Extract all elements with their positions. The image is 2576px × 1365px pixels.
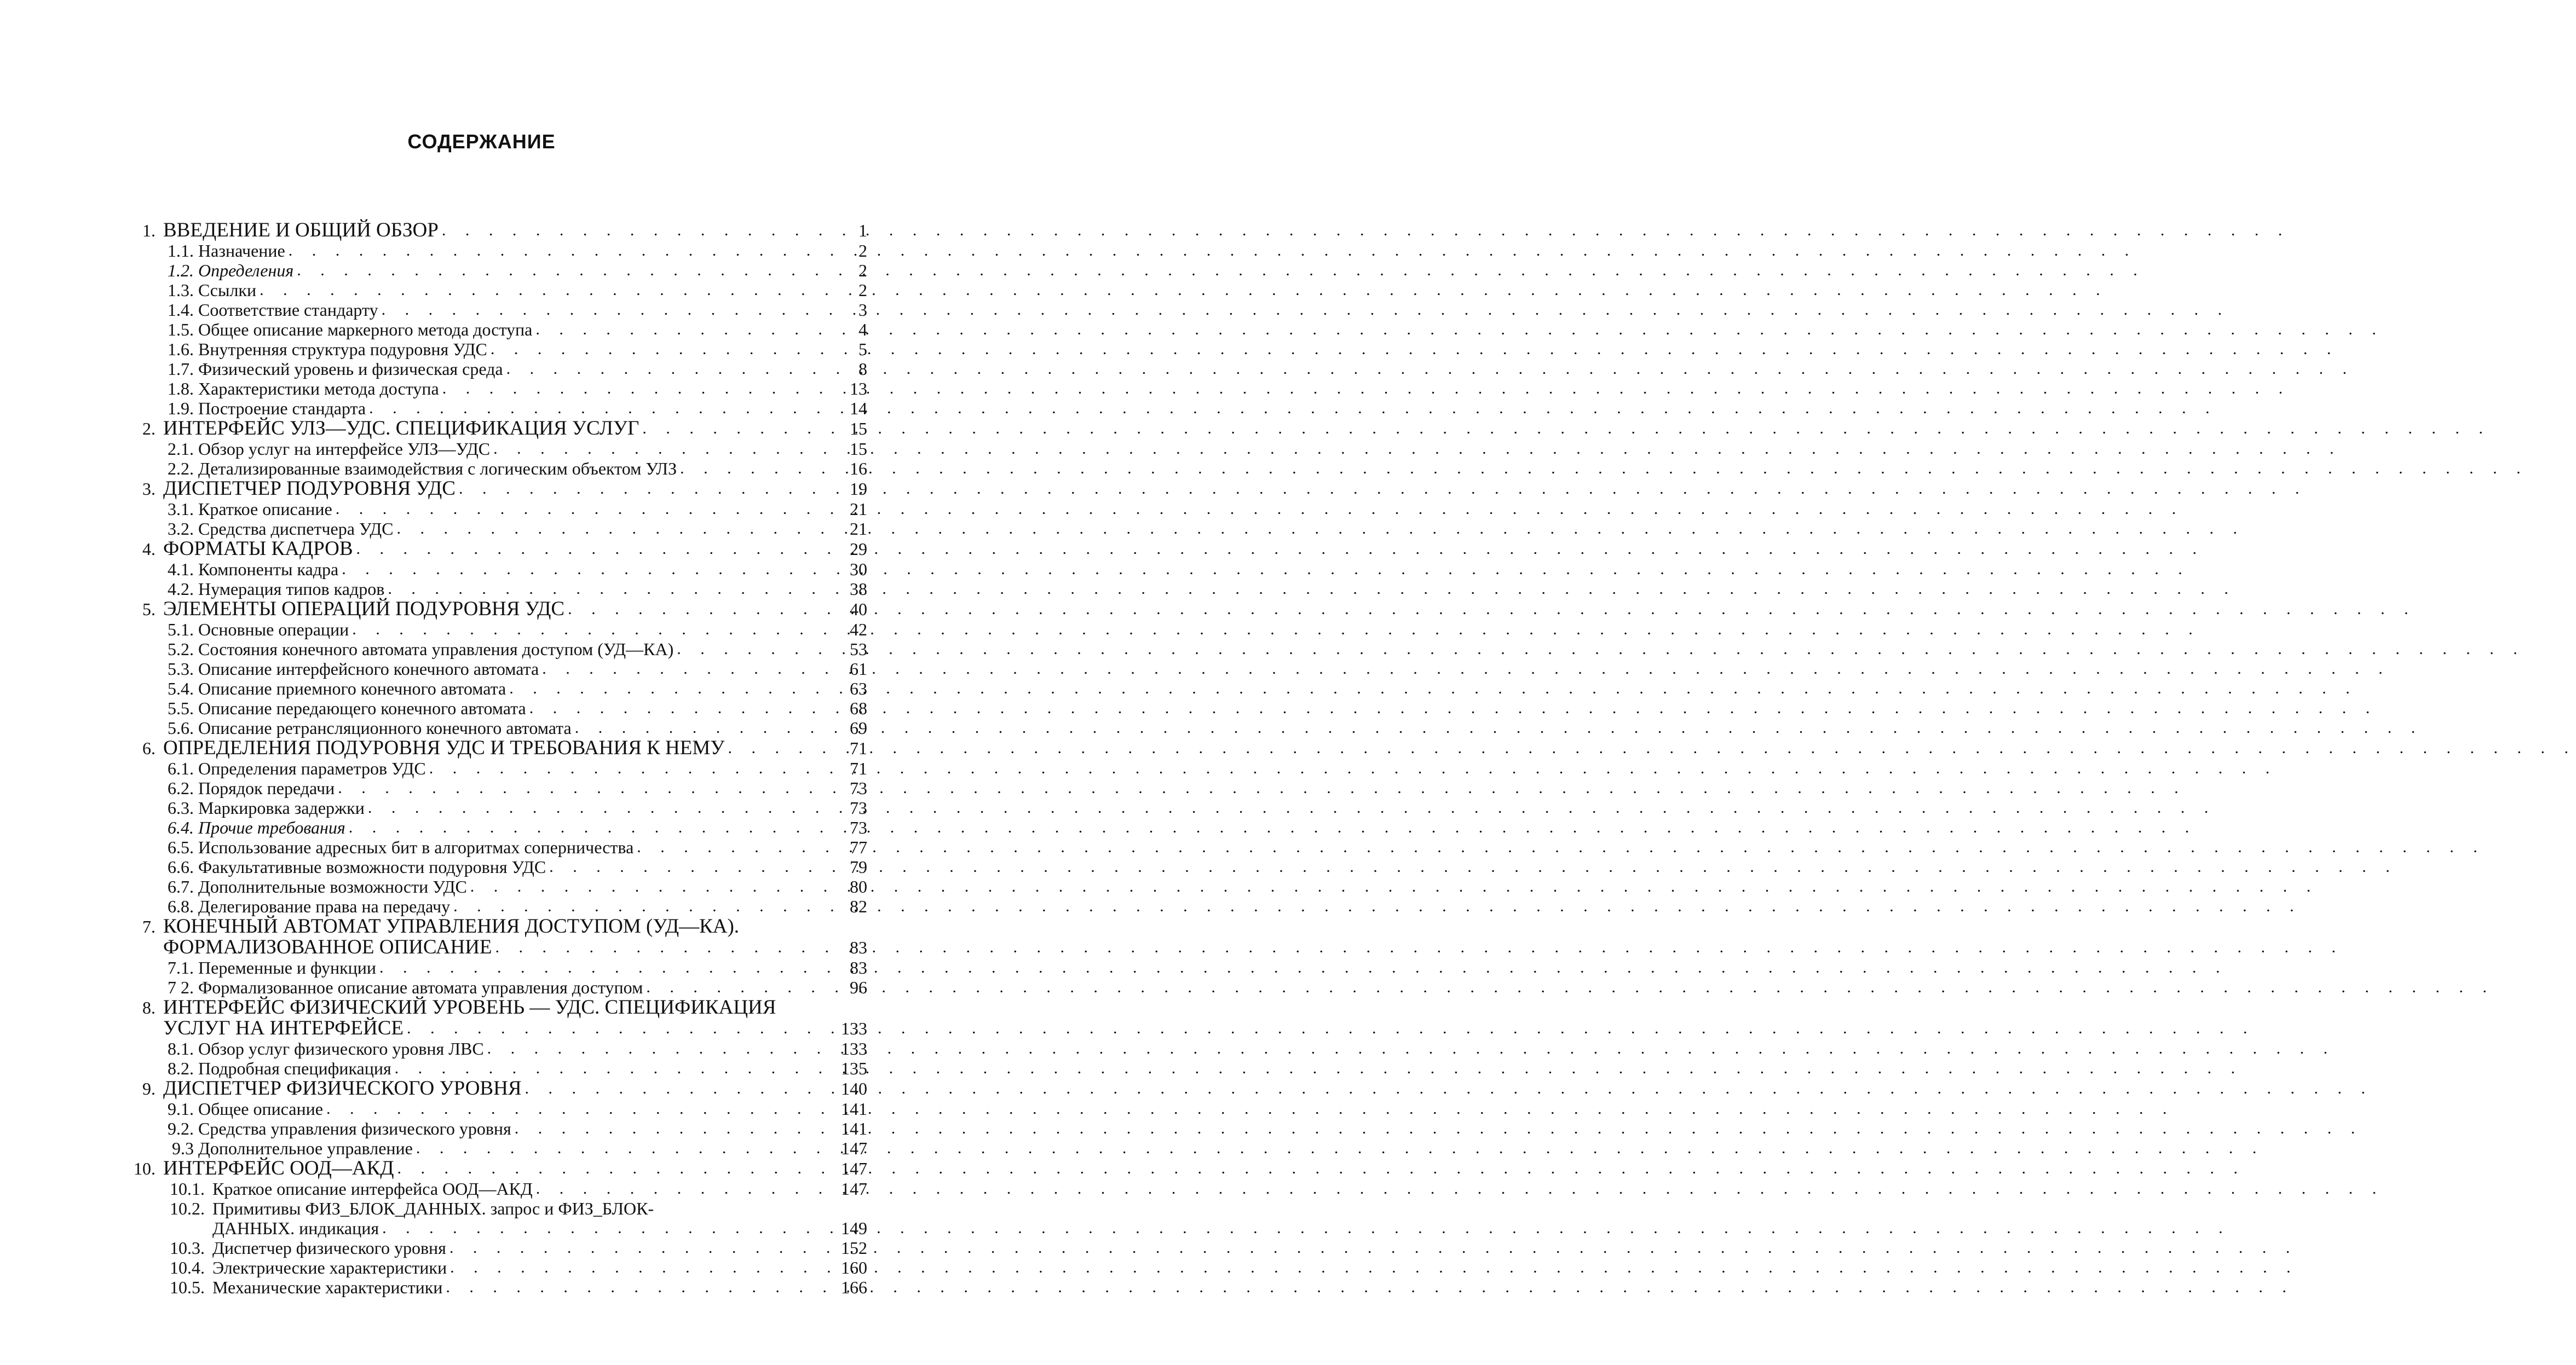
toc-entry-title: ФОРМАЛИЗОВАННОЕ ОПИСАНИЕ [163, 936, 492, 958]
toc-entry [117, 1277, 867, 1297]
toc-entry-page: 71 [850, 738, 867, 758]
toc-entry-number: 1.6. [168, 339, 194, 359]
toc-entry-number: 10.2. [170, 1199, 205, 1218]
toc-entry-title: Обзор услуг на интерфейсе УЛЗ—УДС [198, 439, 491, 459]
dot-leader [384, 579, 827, 599]
toc-entry-page: 133 [841, 1019, 867, 1038]
toc-entry-number: 9. [142, 1079, 155, 1098]
dot-leader [673, 639, 827, 659]
toc-entry-title: Электрические характеристики [212, 1258, 447, 1277]
toc-entry-title: УСЛУГ НА ИНТЕРФЕЙСЕ [163, 1017, 404, 1039]
toc-entry-number: 1.1. [168, 241, 194, 261]
toc-entry-number: 5.6. [168, 718, 194, 738]
dot-leader [285, 241, 827, 261]
toc-entry-number: 1. [142, 221, 155, 240]
toc-entry [117, 359, 867, 379]
toc-entry-number: 2.1. [168, 439, 194, 459]
toc-entry-page: 149 [841, 1218, 867, 1238]
toc-entry-title: Дополнительные возможности УДС [198, 877, 467, 896]
toc-entry-title: ДАННЫХ. индикация [212, 1218, 379, 1238]
dot-leader [526, 698, 827, 718]
toc-entry-title: Общее описание маркерного метода доступа [198, 320, 533, 339]
toc-entry-page: 63 [850, 679, 867, 698]
toc-entry-page: 4 [858, 320, 867, 339]
toc-entry [117, 1158, 867, 1179]
toc-entry-number: 1.2. [168, 261, 194, 280]
toc-entry-title: ДИСПЕТЧЕР ПОДУРОВНЯ УДС [163, 477, 456, 500]
toc-entry-page: 5 [858, 339, 867, 359]
toc-entry-title: Диспетчер физического уровня [212, 1238, 446, 1258]
dot-leader [487, 339, 827, 359]
dot-leader [413, 1138, 827, 1158]
toc-entry [117, 261, 867, 280]
toc-entry-title: ИНТЕРФЕЙС ООД—АКД [163, 1157, 394, 1179]
toc-entry [117, 958, 867, 978]
toc-entry-title: ВВЕДЕНИЕ И ОБЩИЙ ОБЗОР [163, 219, 439, 241]
toc-entry-page: 147 [841, 1159, 867, 1178]
toc-entry-title: Нумерация типов кадров [198, 579, 385, 599]
toc-entry-title: ИНТЕРФЕЙС УЛЗ—УДС. СПЕЦИФИКАЦИЯ УСЛУГ [163, 417, 639, 439]
toc-entry-number: 9.3 [172, 1138, 194, 1158]
dot-leader [293, 261, 827, 280]
toc-entry-page: 19 [850, 479, 867, 499]
dot-leader [724, 738, 827, 759]
toc-entry-title: Общее описание [198, 1099, 323, 1119]
toc-entry [117, 1258, 867, 1277]
toc-entry [117, 398, 867, 418]
toc-entry [117, 418, 867, 439]
toc-entry [117, 499, 867, 519]
toc-entry-title: Соответствие стандарту [198, 300, 378, 320]
dot-leader [394, 519, 827, 539]
toc-entry-number: 7. [142, 917, 155, 936]
toc-entry [117, 1238, 867, 1258]
toc-entry-page: 79 [850, 857, 867, 877]
toc-entry-number: 5.1. [168, 620, 194, 639]
dot-leader [338, 559, 827, 579]
toc-entry [117, 519, 867, 539]
table-of-contents [117, 220, 867, 1297]
toc-entry [117, 241, 867, 261]
toc-entry-number: 7.1. [168, 958, 194, 978]
toc-entry-title: Механические характеристики [212, 1277, 443, 1297]
dot-leader [639, 418, 827, 439]
toc-entry [117, 818, 867, 837]
toc-entry-number: 10.5. [170, 1277, 205, 1297]
toc-entry-page: 2 [858, 261, 867, 280]
toc-entry [117, 718, 867, 738]
dot-leader [439, 220, 827, 241]
toc-entry-page: 166 [841, 1277, 867, 1297]
toc-entry-title: Переменные и функции [198, 958, 377, 978]
toc-entry-title: Описание приемного конечного автомата [198, 679, 506, 698]
toc-entry-number: 6.8. [168, 896, 194, 916]
toc-entry-number: 6.6. [168, 857, 194, 877]
toc-entry [117, 1138, 867, 1158]
toc-entry-page: 83 [850, 958, 867, 978]
toc-entry-number: 2.2. [168, 459, 194, 478]
dot-leader [366, 398, 827, 418]
toc-entry-title: Физический уровень и физическая среда [198, 359, 503, 379]
dot-leader [439, 379, 827, 398]
toc-entry-title: Обзор услуг физического уровня ЛВС [198, 1039, 484, 1059]
toc-entry-page: 160 [841, 1258, 867, 1277]
toc-entry-title: Ссылки [198, 280, 257, 300]
toc-entry-title: ДИСПЕТЧЕР ФИЗИЧЕСКОГО УРОВНЯ [163, 1077, 522, 1100]
toc-entry-number: 4.2. [168, 579, 194, 599]
toc-entry-title: Описание интерфейсного конечного автомата [198, 659, 539, 679]
toc-entry [117, 778, 867, 798]
toc-entry-title: Внутренняя структура подуровня УДС [198, 339, 487, 359]
toc-entry-number: 10.4. [170, 1258, 205, 1277]
toc-entry-number: 1.3. [168, 280, 194, 300]
toc-entry-number: 6.5. [168, 837, 194, 857]
toc-entry-number: 2. [142, 419, 155, 438]
toc-entry [117, 439, 867, 459]
toc-entry [117, 738, 867, 759]
toc-entry-number: 6.2. [168, 778, 194, 798]
toc-entry-page: 21 [850, 499, 867, 519]
toc-entry [117, 877, 867, 896]
toc-entry-title: Порядок передачи [198, 778, 335, 798]
dot-leader [442, 1277, 827, 1297]
toc-entry-page: 96 [850, 978, 867, 997]
toc-entry [117, 1179, 867, 1199]
toc-entry [117, 300, 867, 320]
toc-entry-number: 10. [134, 1159, 155, 1178]
toc-entry-page: 133 [841, 1039, 867, 1059]
toc-entry-number: 3. [142, 479, 155, 499]
toc-entry-page: 61 [850, 659, 867, 679]
toc-entry [117, 1059, 867, 1078]
toc-entry-number: 8.1. [168, 1039, 194, 1059]
dot-leader [376, 958, 827, 978]
toc-entry-page: 69 [850, 718, 867, 738]
toc-entry-number: 6.7. [168, 877, 194, 896]
toc-entry [117, 620, 867, 639]
toc-entry-page: 29 [850, 539, 867, 559]
toc-entry-number: 7 2. [168, 978, 194, 997]
toc-entry [117, 579, 867, 599]
toc-entry-page: 42 [850, 620, 867, 639]
dot-leader [332, 499, 827, 519]
toc-entry-number: 3.2. [168, 519, 194, 539]
toc-entry [117, 478, 867, 499]
dot-leader [564, 599, 827, 620]
toc-entry [117, 659, 867, 679]
toc-entry-number: 9.1. [168, 1099, 194, 1119]
toc-entry [117, 997, 867, 1018]
toc-entry-title: Краткое описание интерфейса ООД—АКД [212, 1179, 533, 1199]
toc-entry-title: Использование адресных бит в алгоритмах соперничества [198, 837, 634, 857]
dot-leader [506, 679, 827, 698]
dot-leader [633, 837, 827, 857]
toc-entry-title: Компоненты кадра [198, 559, 339, 579]
toc-entry-title: Прочие требования [198, 818, 345, 837]
toc-entry [117, 559, 867, 579]
dot-leader [365, 798, 827, 818]
toc-entry [117, 280, 867, 300]
toc-entry-page: 14 [850, 398, 867, 418]
toc-entry-number: 1.5. [168, 320, 194, 339]
toc-entry-number: 9.2. [168, 1119, 194, 1138]
dot-leader [546, 857, 827, 877]
toc-entry-page: 77 [850, 837, 867, 857]
toc-entry-page: 30 [850, 559, 867, 579]
toc-entry-page: 135 [841, 1059, 867, 1078]
toc-entry-number: 5.4. [168, 679, 194, 698]
toc-entry-page: 3 [858, 300, 867, 320]
dot-leader [256, 280, 827, 300]
toc-entry-title: Описание ретрансляционного конечного автомата [198, 718, 572, 738]
toc-entry-number: 6.4. [168, 818, 194, 837]
toc-entry [117, 1099, 867, 1119]
dot-leader [492, 937, 827, 958]
toc-entry [117, 937, 867, 958]
toc-entry [117, 1218, 867, 1238]
toc-entry-page: 141 [841, 1119, 867, 1138]
toc-entry-page: 71 [850, 759, 867, 778]
toc-entry [117, 1199, 867, 1218]
toc-entry-number: 10.1. [170, 1179, 205, 1199]
toc-entry [117, 978, 867, 997]
toc-entry [117, 639, 867, 659]
dot-leader [511, 1119, 827, 1138]
toc-entry-page: 83 [850, 938, 867, 957]
toc-entry [117, 320, 867, 339]
toc-entry-page: 73 [850, 818, 867, 837]
toc-entry-page: 147 [841, 1179, 867, 1199]
toc-entry-page: 8 [858, 359, 867, 379]
dot-leader [467, 877, 827, 896]
toc-entry-number: 1.4. [168, 300, 194, 320]
toc-entry [117, 679, 867, 698]
dot-leader [378, 300, 827, 320]
dot-leader [533, 1179, 827, 1199]
toc-entry-page: 68 [850, 698, 867, 718]
toc-entry-page: 2 [858, 241, 867, 261]
toc-entry-page: 16 [850, 459, 867, 478]
toc-entry-title: Формализованное описание автомата управления доступом [198, 978, 643, 997]
toc-entry [117, 759, 867, 778]
dot-leader [349, 620, 827, 639]
toc-entry-page: 80 [850, 877, 867, 896]
toc-entry [117, 599, 867, 620]
page-title: СОДЕРЖАНИЕ [407, 130, 556, 153]
toc-entry-title: КОНЕЧНЫЙ АВТОМАТ УПРАВЛЕНИЯ ДОСТУПОМ (УД—КА). [163, 915, 740, 938]
toc-entry [117, 339, 867, 359]
toc-entry-title: Назначение [198, 241, 285, 261]
toc-entry-page: 15 [850, 439, 867, 459]
toc-entry-title: Средства диспетчера УДС [198, 519, 394, 539]
toc-entry [117, 459, 867, 478]
dot-leader [450, 896, 827, 916]
toc-entry-number: 1.7. [168, 359, 194, 379]
toc-entry [117, 916, 867, 937]
dot-leader [643, 978, 827, 997]
toc-entry [117, 379, 867, 398]
dot-leader [522, 1078, 827, 1099]
toc-entry [117, 1039, 867, 1059]
dot-leader [446, 1238, 827, 1258]
dot-leader [532, 320, 827, 339]
toc-entry-title: ФОРМАТЫ КАДРОВ [163, 537, 353, 560]
toc-entry-page: 15 [850, 419, 867, 438]
dot-leader [404, 1018, 827, 1039]
toc-entry-number: 4. [142, 539, 155, 559]
toc-entry-number: 5. [142, 599, 155, 619]
dot-leader [379, 1218, 827, 1238]
toc-entry-number: 4.1. [168, 559, 194, 579]
toc-entry-page: 13 [850, 379, 867, 398]
toc-entry-title: Основные операции [198, 620, 349, 639]
dot-leader [345, 818, 827, 837]
toc-entry-title: Подробная спецификация [198, 1059, 391, 1078]
toc-entry [117, 1119, 867, 1138]
toc-entry [117, 896, 867, 916]
toc-entry-page: 147 [841, 1138, 867, 1158]
toc-entry [117, 220, 867, 241]
dot-leader [484, 1039, 827, 1059]
toc-entry-number: 8.2. [168, 1059, 194, 1078]
toc-entry-number: 6.3. [168, 798, 194, 818]
toc-entry [117, 798, 867, 818]
toc-entry-title: ИНТЕРФЕЙС ФИЗИЧЕСКИЙ УРОВЕНЬ — УДС. СПЕЦИФИКАЦИЯ [163, 996, 776, 1019]
toc-entry-title: Маркировка задержки [198, 798, 365, 818]
toc-entry-number: 10.3. [170, 1238, 205, 1258]
toc-entry-page: 152 [841, 1238, 867, 1258]
dot-leader [394, 1158, 827, 1179]
dot-leader [572, 718, 827, 738]
toc-entry-number: 5.2. [168, 639, 194, 659]
toc-entry-title: Определения [198, 261, 294, 280]
toc-entry-page: 73 [850, 798, 867, 818]
toc-entry-title: Характеристики метода доступа [198, 379, 439, 398]
toc-entry-page: 53 [850, 639, 867, 659]
toc-entry-title: Описание передающего конечного автомата [198, 698, 526, 718]
toc-entry [117, 1078, 867, 1099]
toc-entry-title: Краткое описание [198, 499, 332, 519]
dot-leader [447, 1258, 827, 1277]
toc-entry-page: 2 [858, 280, 867, 300]
toc-entry-number: 5.3. [168, 659, 194, 679]
toc-entry-page: 82 [850, 896, 867, 916]
toc-entry-page: 38 [850, 579, 867, 599]
dot-leader [335, 778, 827, 798]
toc-entry-title: Определения параметров УДС [198, 759, 426, 778]
toc-entry [117, 837, 867, 857]
toc-entry-title: ОПРЕДЕЛЕНИЯ ПОДУРОВНЯ УДС И ТРЕБОВАНИЯ К НЕМУ [163, 737, 725, 759]
toc-entry [117, 698, 867, 718]
dot-leader [677, 459, 827, 478]
toc-entry-number: 6.1. [168, 759, 194, 778]
toc-entry-title: Делегирование права на передачу [198, 896, 451, 916]
toc-entry [117, 1018, 867, 1039]
dot-leader [539, 659, 827, 679]
toc-entry-page: 1 [858, 221, 867, 240]
dot-leader [503, 359, 827, 379]
dot-leader [323, 1099, 827, 1119]
toc-entry-title: Дополнительное управление [198, 1138, 413, 1158]
toc-entry [117, 539, 867, 559]
dot-leader [353, 539, 827, 559]
dot-leader [426, 759, 827, 778]
dot-leader [391, 1059, 827, 1078]
toc-entry-title: Примитивы ФИЗ_БЛОК_ДАННЫХ. запрос и ФИЗ_БЛОК- [212, 1199, 654, 1218]
toc-entry-page: 40 [850, 599, 867, 619]
toc-entry-number: 5.5. [168, 698, 194, 718]
toc-entry-title: Состояния конечного автомата управления доступом (УД—КА) [198, 639, 674, 659]
toc-entry-title: Факультативные возможности подуровня УДС [198, 857, 546, 877]
toc-entry [117, 857, 867, 877]
toc-entry-page: 73 [850, 778, 867, 798]
dot-leader [456, 478, 827, 499]
toc-entry-title: Средства управления физического уровня [198, 1119, 511, 1138]
toc-entry-number: 1.9. [168, 398, 194, 418]
toc-entry-page: 21 [850, 519, 867, 539]
toc-entry-page: 140 [841, 1079, 867, 1098]
toc-entry-title: Детализированные взаимодействия с логическим объектом УЛЗ [198, 459, 677, 478]
dot-leader [490, 439, 827, 459]
toc-entry-number: 8. [142, 998, 155, 1017]
toc-entry-number: 6. [142, 738, 155, 758]
toc-entry-title: ЭЛЕМЕНТЫ ОПЕРАЦИЙ ПОДУРОВНЯ УДС [163, 598, 565, 620]
toc-entry-title: Построение стандарта [198, 398, 366, 418]
toc-entry-page: 141 [841, 1099, 867, 1119]
toc-entry-number: 1.8. [168, 379, 194, 398]
toc-entry-number: 3.1. [168, 499, 194, 519]
